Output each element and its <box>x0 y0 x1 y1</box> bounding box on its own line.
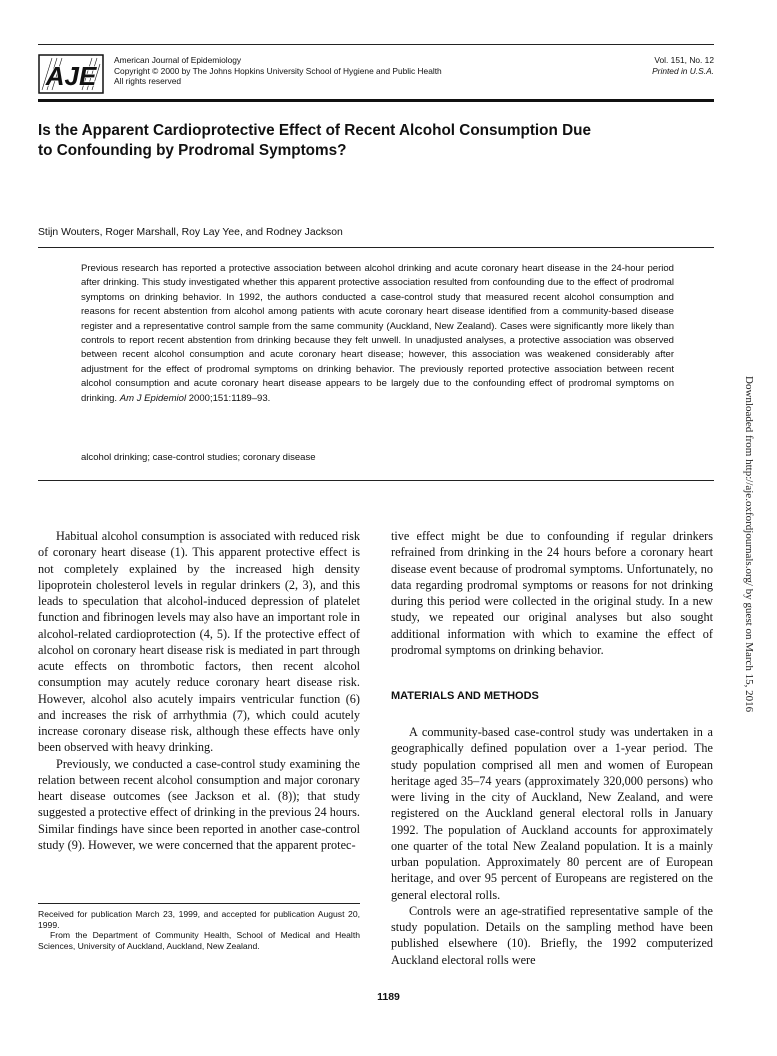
journal-header <box>38 54 714 94</box>
copyright-line: Copyright © 2000 by The Johns Hopkins University School of Hygiene and Public Health <box>114 65 442 76</box>
download-note-text: Downloaded from http://aje.oxfordjournals.org/ by guest on March 15, 2016 <box>743 376 755 713</box>
body-paragraph: A community-based case-control study was undertaken in a geographically defined population over a 1-year period. The study population comprised all men and women of European heritage aged 35–74 years (approximately 320,000 persons) who were living in the city of Auckland, New Zealand, and were registered on the Auckland general electoral rolls in January 1992. The population of Auckland accounts for approximately one quarter of the total New Zealand population. It is a mainly urban population. Approximately 80 percent are of European heritage, and over 95 percent of Europeans are registered on the general electoral rolls. <box>391 725 713 902</box>
abstract-text: Previous research has reported a protective association between alcohol drinking and acute coronary heart disease in the 24-hour period after drinking. This study investigated whether this apparent protective association resulted from confounding due to the effect of prodromal symptoms on drinking behavior. In 1992, the authors conducted a case-control study that measured recent alcohol consumption and reasons for recent abstention from alcohol among patients with acute coronary heart disease identified from a community-based disease register and a representative control sample from the same community (Auckland, New Zealand). Cases were significantly more likely than controls to report recent abstention from drinking because they felt unwell. In unadjusted analyses, a protective association was observed between recent alcohol consumption and acute coronary heart disease; however, this association was weakened considerably after adjustment for the effect of prodromal symptoms on drinking behavior. The previously reported protective association between recent alcohol consumption and acute coronary heart disease appears to be largely due to the confounding effect of prodromal symptoms on drinking. <box>81 263 674 404</box>
rights-line: All rights reserved <box>114 76 182 86</box>
body-paragraph: Habitual alcohol consumption is associated with reduced risk of coronary heart disease (1). This apparent protective effect is not completely explained by the increased high density lipoprotein cholesterol levels in regular drinkers (2, 3), and this leads to speculation that alcohol-induced depression of platelet function and fibrinogen levels may also have an important role in alcohol-related cardioprotection (4, 5). If the protective effect of alcohol on coronary heart disease risk is mediated in part through acute effects on thrombotic factors, then recent alcohol consumption may acutely reduce coronary heart disease risk. However, alcohol also acutely impairs ventricular function (6) and increases the risk of arrhythmia (7), which could acutely increase coronary disease risk, although these effects have only been observed with heavy drinking. <box>38 529 360 755</box>
journal-logo <box>38 54 104 94</box>
header-top-rule <box>38 44 714 45</box>
logo-text: AJE <box>45 61 97 91</box>
keywords: alcohol drinking; case-control studies; coronary disease <box>81 452 316 463</box>
body-right-column <box>391 528 713 658</box>
methods-column <box>391 724 713 968</box>
journal-info <box>114 55 442 87</box>
journal-name: American Journal of Epidemiology <box>114 55 242 65</box>
footnote-affiliation: From the Department of Community Health, School of Medical and Health Sciences, University of Auckland, Auckland, New Zealand. <box>38 930 360 951</box>
authors-rule <box>38 247 714 248</box>
citation-details: 2000;151:1189–93. <box>186 392 271 404</box>
volume-info <box>652 55 714 76</box>
abstract-rule <box>38 480 714 481</box>
download-note <box>743 376 756 713</box>
header-thick-rule <box>38 99 714 102</box>
abstract <box>81 262 674 406</box>
title-line-2: to Confounding by Prodromal Symptoms? <box>38 141 347 159</box>
body-paragraph: Controls were an age-stratified representative sample of the study population. Details on the sampling method have been published elsewhere (10). Briefly, the 1992 computerized Auckland electoral rolls were <box>391 903 713 967</box>
section-heading: MATERIALS AND METHODS <box>391 690 539 702</box>
title-line-1: Is the Apparent Cardioprotective Effect of Recent Alcohol Consumption Due <box>38 122 592 139</box>
body-paragraph: tive effect might be due to confounding if regular drinkers refrained from drinking in the 24 hours before a coronary heart disease event because of prodromal symptoms. Unfortunately, no data regarding prodromal symptoms or reasons for not drinking during this period were collected in the original study. In a new study, we repeated our original analyses but also sought additional information with which to examine the effect of prodromal symptoms on drinking behavior. <box>391 529 713 657</box>
footnote-received: Received for publication March 23, 1999, and accepted for publication August 20, 1999. <box>38 909 360 930</box>
citation-journal: Am J Epidemiol <box>119 392 187 404</box>
footnote-rule <box>38 903 360 904</box>
body-left-column <box>38 528 360 853</box>
volume-number: Vol. 151, No. 12 <box>654 55 714 65</box>
author-list: Stijn Wouters, Roger Marshall, Roy Lay Yee, and Rodney Jackson <box>38 227 343 238</box>
footnotes <box>38 909 360 951</box>
page-number: 1189 <box>377 991 400 1003</box>
printed-location: Printed in U.S.A. <box>652 65 714 76</box>
article-title <box>38 121 678 160</box>
body-paragraph: Previously, we conducted a case-control study examining the relation between recent alcohol consumption and major coronary heart disease outcomes (see Jackson et al. (8)); that study suggested a protective effect of drinking in the previous 24 hours. Similar findings have since been reported in another case-control study (9). However, we were concerned that the apparent protec- <box>38 756 360 852</box>
